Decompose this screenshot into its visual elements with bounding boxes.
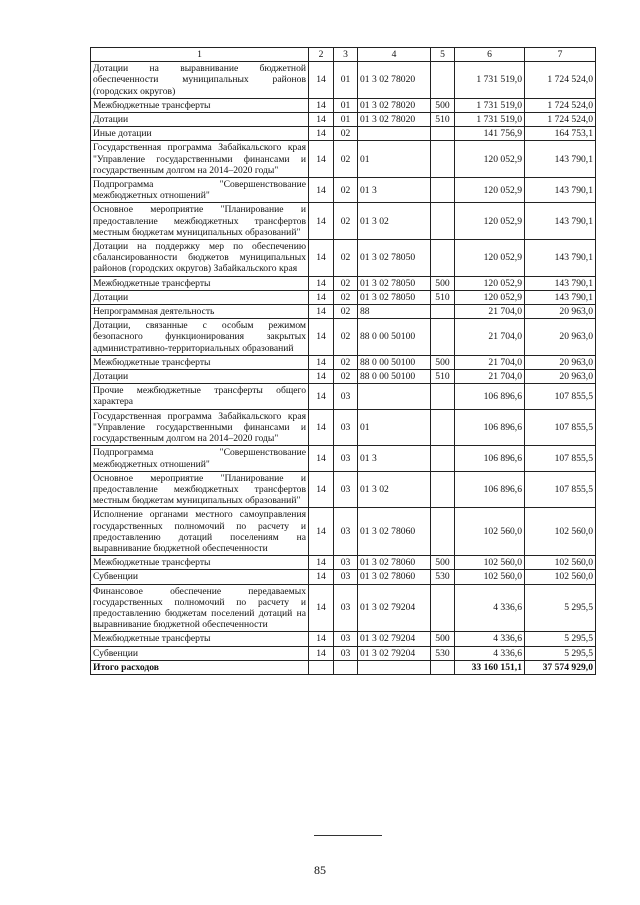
amount-year2-cell: 107 855,5 — [525, 446, 596, 471]
amount-year1-cell: 21 704,0 — [455, 370, 525, 384]
section-code-cell: 14 — [309, 570, 334, 584]
header-cell: 1 — [91, 48, 309, 62]
target-article-cell: 01 — [358, 409, 431, 446]
table-row — [91, 471, 596, 508]
expense-type-cell: 510 — [431, 370, 455, 384]
subsection-code-cell: 02 — [334, 127, 358, 141]
subsection-code-cell: 03 — [334, 570, 358, 584]
subsection-code-cell: 03 — [334, 584, 358, 632]
table-row — [91, 113, 596, 127]
table-row — [91, 556, 596, 570]
amount-year1-cell: 4 336,6 — [455, 584, 525, 632]
row-name-cell: Субвенции — [91, 570, 309, 584]
target-article-cell: 88 0 00 50100 — [358, 319, 431, 356]
amount-year2-cell: 143 790,1 — [525, 141, 596, 178]
row-name-cell: Непрограммная деятельность — [91, 305, 309, 319]
empty-cell — [358, 660, 431, 674]
subsection-code-cell: 03 — [334, 556, 358, 570]
expense-type-cell: 510 — [431, 113, 455, 127]
expense-type-cell: 530 — [431, 570, 455, 584]
expense-type-cell: 500 — [431, 632, 455, 646]
section-code-cell: 14 — [309, 305, 334, 319]
section-code-cell: 14 — [309, 178, 334, 203]
subsection-code-cell: 02 — [334, 178, 358, 203]
expense-type-cell: 500 — [431, 98, 455, 112]
amount-year1-cell: 21 704,0 — [455, 305, 525, 319]
table-row — [91, 319, 596, 356]
subsection-code-cell: 02 — [334, 290, 358, 304]
section-code-cell: 14 — [309, 319, 334, 356]
expense-type-cell — [431, 471, 455, 508]
section-code-cell: 14 — [309, 62, 334, 99]
subsection-code-cell: 03 — [334, 508, 358, 556]
table-row — [91, 276, 596, 290]
table-row — [91, 508, 596, 556]
subsection-code-cell: 02 — [334, 240, 358, 277]
target-article-cell — [358, 127, 431, 141]
section-code-cell: 14 — [309, 98, 334, 112]
amount-year1-cell: 141 756,9 — [455, 127, 525, 141]
target-article-cell: 01 3 02 78050 — [358, 276, 431, 290]
target-article-cell: 01 3 — [358, 178, 431, 203]
target-article-cell: 01 3 — [358, 446, 431, 471]
section-code-cell: 14 — [309, 203, 334, 240]
table-row — [91, 127, 596, 141]
subsection-code-cell: 01 — [334, 98, 358, 112]
amount-year2-cell: 107 855,5 — [525, 384, 596, 409]
table-row — [91, 446, 596, 471]
amount-year1-cell: 120 052,9 — [455, 240, 525, 277]
total-year1-cell: 33 160 151,1 — [455, 660, 525, 674]
table-row — [91, 240, 596, 277]
row-name-cell: Дотации, связанные с особым режимом безопасного функционирования закрытых административно-территориальных образований — [91, 319, 309, 356]
expense-type-cell — [431, 384, 455, 409]
amount-year2-cell: 20 963,0 — [525, 370, 596, 384]
amount-year1-cell: 106 896,6 — [455, 384, 525, 409]
amount-year1-cell: 120 052,9 — [455, 178, 525, 203]
target-article-cell: 01 3 02 — [358, 203, 431, 240]
expense-type-cell: 500 — [431, 276, 455, 290]
amount-year1-cell: 120 052,9 — [455, 203, 525, 240]
row-name-cell: Межбюджетные трансферты — [91, 98, 309, 112]
target-article-cell: 01 3 02 78060 — [358, 570, 431, 584]
empty-cell — [334, 660, 358, 674]
amount-year2-cell: 143 790,1 — [525, 276, 596, 290]
page-number: 85 — [314, 863, 326, 877]
row-name-cell: Межбюджетные трансферты — [91, 276, 309, 290]
subsection-code-cell: 03 — [334, 632, 358, 646]
row-name-cell: Финансовое обеспечение передаваемых государственных полномочий по расчету и предоставлению бюджетам поселений дотаций на выравнивание бюджетной обеспеченности — [91, 584, 309, 632]
row-name-cell: Подпрограмма "Совершенствование межбюджетных отношений" — [91, 178, 309, 203]
amount-year2-cell: 107 855,5 — [525, 471, 596, 508]
target-article-cell: 01 3 02 78020 — [358, 113, 431, 127]
subsection-code-cell: 03 — [334, 384, 358, 409]
table-row — [91, 355, 596, 369]
target-article-cell: 01 — [358, 141, 431, 178]
amount-year1-cell: 4 336,6 — [455, 632, 525, 646]
row-name-cell: Государственная программа Забайкальского края "Управление государственными финансами и государственным долгом на 2014–2020 годы" — [91, 409, 309, 446]
header-cell: 4 — [358, 48, 431, 62]
section-code-cell: 14 — [309, 240, 334, 277]
expense-type-cell — [431, 305, 455, 319]
section-code-cell: 14 — [309, 409, 334, 446]
expense-type-cell: 500 — [431, 355, 455, 369]
footer-rule — [314, 835, 382, 836]
table-body — [91, 48, 596, 675]
subsection-code-cell: 02 — [334, 276, 358, 290]
expense-type-cell — [431, 62, 455, 99]
target-article-cell: 01 3 02 79204 — [358, 632, 431, 646]
subsection-code-cell: 02 — [334, 141, 358, 178]
subsection-code-cell: 02 — [334, 319, 358, 356]
expense-type-cell — [431, 409, 455, 446]
target-article-cell: 88 0 00 50100 — [358, 370, 431, 384]
table-row — [91, 203, 596, 240]
table-row — [91, 384, 596, 409]
section-code-cell: 14 — [309, 384, 334, 409]
amount-year2-cell: 1 724 524,0 — [525, 113, 596, 127]
amount-year2-cell: 102 560,0 — [525, 556, 596, 570]
row-name-cell: Исполнение органами местного самоуправления государственных полномочий по расчету и предоставлению дотаций поселениям на выравнивание бюджетной обеспеченности — [91, 508, 309, 556]
header-cell: 7 — [525, 48, 596, 62]
empty-cell — [431, 660, 455, 674]
subsection-code-cell: 01 — [334, 113, 358, 127]
budget-table — [90, 47, 596, 675]
row-name-cell: Дотации на поддержку мер по обеспечению сбалансированности бюджетов муниципальных районов (городских округов) Забайкальского края — [91, 240, 309, 277]
subsection-code-cell: 03 — [334, 646, 358, 660]
amount-year1-cell: 4 336,6 — [455, 646, 525, 660]
table-row — [91, 370, 596, 384]
amount-year2-cell: 1 724 524,0 — [525, 62, 596, 99]
subsection-code-cell: 02 — [334, 355, 358, 369]
row-name-cell: Межбюджетные трансферты — [91, 632, 309, 646]
target-article-cell — [358, 384, 431, 409]
amount-year1-cell: 102 560,0 — [455, 508, 525, 556]
table-row — [91, 141, 596, 178]
subsection-code-cell: 02 — [334, 305, 358, 319]
target-article-cell: 01 3 02 78050 — [358, 240, 431, 277]
amount-year1-cell: 120 052,9 — [455, 290, 525, 304]
table-row — [91, 646, 596, 660]
amount-year1-cell: 1 731 519,0 — [455, 62, 525, 99]
amount-year1-cell: 106 896,6 — [455, 471, 525, 508]
row-name-cell: Дотации — [91, 290, 309, 304]
subsection-code-cell: 03 — [334, 409, 358, 446]
expense-type-cell — [431, 127, 455, 141]
expense-type-cell — [431, 319, 455, 356]
section-code-cell: 14 — [309, 370, 334, 384]
amount-year1-cell: 1 731 519,0 — [455, 98, 525, 112]
section-code-cell: 14 — [309, 556, 334, 570]
section-code-cell: 14 — [309, 584, 334, 632]
subsection-code-cell: 02 — [334, 370, 358, 384]
amount-year1-cell: 120 052,9 — [455, 141, 525, 178]
row-name-cell: Межбюджетные трансферты — [91, 556, 309, 570]
table-row — [91, 409, 596, 446]
target-article-cell: 88 — [358, 305, 431, 319]
amount-year2-cell: 102 560,0 — [525, 570, 596, 584]
amount-year2-cell: 143 790,1 — [525, 203, 596, 240]
amount-year1-cell: 1 731 519,0 — [455, 113, 525, 127]
section-code-cell: 14 — [309, 471, 334, 508]
section-code-cell: 14 — [309, 632, 334, 646]
section-code-cell: 14 — [309, 646, 334, 660]
amount-year2-cell: 143 790,1 — [525, 178, 596, 203]
target-article-cell: 01 3 02 78020 — [358, 62, 431, 99]
expense-type-cell: 510 — [431, 290, 455, 304]
table-row — [91, 62, 596, 99]
row-name-cell: Основное мероприятие "Планирование и предоставление межбюджетных трансфертов местным бюджетам муниципальных образований" — [91, 203, 309, 240]
amount-year1-cell: 21 704,0 — [455, 319, 525, 356]
target-article-cell: 01 3 02 79204 — [358, 646, 431, 660]
expense-type-cell — [431, 584, 455, 632]
section-code-cell: 14 — [309, 141, 334, 178]
header-cell: 5 — [431, 48, 455, 62]
table-row — [91, 632, 596, 646]
amount-year2-cell: 143 790,1 — [525, 240, 596, 277]
target-article-cell: 01 3 02 78060 — [358, 508, 431, 556]
amount-year2-cell: 164 753,1 — [525, 127, 596, 141]
section-code-cell: 14 — [309, 355, 334, 369]
amount-year1-cell: 102 560,0 — [455, 556, 525, 570]
section-code-cell: 14 — [309, 508, 334, 556]
header-cell: 2 — [309, 48, 334, 62]
row-name-cell: Прочие межбюджетные трансферты общего характера — [91, 384, 309, 409]
header-cell: 3 — [334, 48, 358, 62]
amount-year2-cell: 143 790,1 — [525, 290, 596, 304]
target-article-cell: 01 3 02 78060 — [358, 556, 431, 570]
target-article-cell: 01 3 02 79204 — [358, 584, 431, 632]
target-article-cell: 01 3 02 78020 — [358, 98, 431, 112]
amount-year2-cell: 20 963,0 — [525, 319, 596, 356]
expense-type-cell: 500 — [431, 556, 455, 570]
amount-year2-cell: 5 295,5 — [525, 646, 596, 660]
row-name-cell: Дотации на выравнивание бюджетной обеспеченности муниципальных районов (городских округов) — [91, 62, 309, 99]
amount-year1-cell: 21 704,0 — [455, 355, 525, 369]
amount-year1-cell: 102 560,0 — [455, 570, 525, 584]
table-row — [91, 178, 596, 203]
section-code-cell: 14 — [309, 127, 334, 141]
row-name-cell: Дотации — [91, 113, 309, 127]
amount-year2-cell: 20 963,0 — [525, 355, 596, 369]
table-row — [91, 570, 596, 584]
expense-type-cell — [431, 203, 455, 240]
table-header-row — [91, 48, 596, 62]
target-article-cell: 88 0 00 50100 — [358, 355, 431, 369]
amount-year1-cell: 106 896,6 — [455, 409, 525, 446]
subsection-code-cell: 03 — [334, 446, 358, 471]
amount-year2-cell: 107 855,5 — [525, 409, 596, 446]
table-row — [91, 98, 596, 112]
subsection-code-cell: 02 — [334, 203, 358, 240]
amount-year2-cell: 20 963,0 — [525, 305, 596, 319]
row-name-cell: Иные дотации — [91, 127, 309, 141]
row-name-cell: Субвенции — [91, 646, 309, 660]
expense-type-cell — [431, 240, 455, 277]
amount-year1-cell: 120 052,9 — [455, 276, 525, 290]
table-row — [91, 290, 596, 304]
amount-year2-cell: 5 295,5 — [525, 632, 596, 646]
budget-document — [90, 47, 595, 675]
target-article-cell: 01 3 02 — [358, 471, 431, 508]
expense-type-cell — [431, 508, 455, 556]
amount-year2-cell: 5 295,5 — [525, 584, 596, 632]
target-article-cell: 01 3 02 78050 — [358, 290, 431, 304]
total-year2-cell: 37 574 929,0 — [525, 660, 596, 674]
expense-type-cell — [431, 141, 455, 178]
row-name-cell: Дотации — [91, 370, 309, 384]
table-row — [91, 584, 596, 632]
row-name-cell: Государственная программа Забайкальского края "Управление государственными финансами и государственным долгом на 2014–2020 годы" — [91, 141, 309, 178]
total-row — [91, 660, 596, 674]
section-code-cell: 14 — [309, 446, 334, 471]
expense-type-cell: 530 — [431, 646, 455, 660]
table-row — [91, 305, 596, 319]
row-name-cell: Основное мероприятие "Планирование и предоставление межбюджетных трансфертов местным бюджетам муниципальных образований" — [91, 471, 309, 508]
total-label-cell: Итого расходов — [91, 660, 309, 674]
row-name-cell: Подпрограмма "Совершенствование межбюджетных отношений" — [91, 446, 309, 471]
section-code-cell: 14 — [309, 276, 334, 290]
amount-year2-cell: 102 560,0 — [525, 508, 596, 556]
amount-year2-cell: 1 724 524,0 — [525, 98, 596, 112]
subsection-code-cell: 01 — [334, 62, 358, 99]
expense-type-cell — [431, 446, 455, 471]
expense-type-cell — [431, 178, 455, 203]
subsection-code-cell: 03 — [334, 471, 358, 508]
header-cell: 6 — [455, 48, 525, 62]
section-code-cell: 14 — [309, 113, 334, 127]
amount-year1-cell: 106 896,6 — [455, 446, 525, 471]
section-code-cell: 14 — [309, 290, 334, 304]
row-name-cell: Межбюджетные трансферты — [91, 355, 309, 369]
empty-cell — [309, 660, 334, 674]
